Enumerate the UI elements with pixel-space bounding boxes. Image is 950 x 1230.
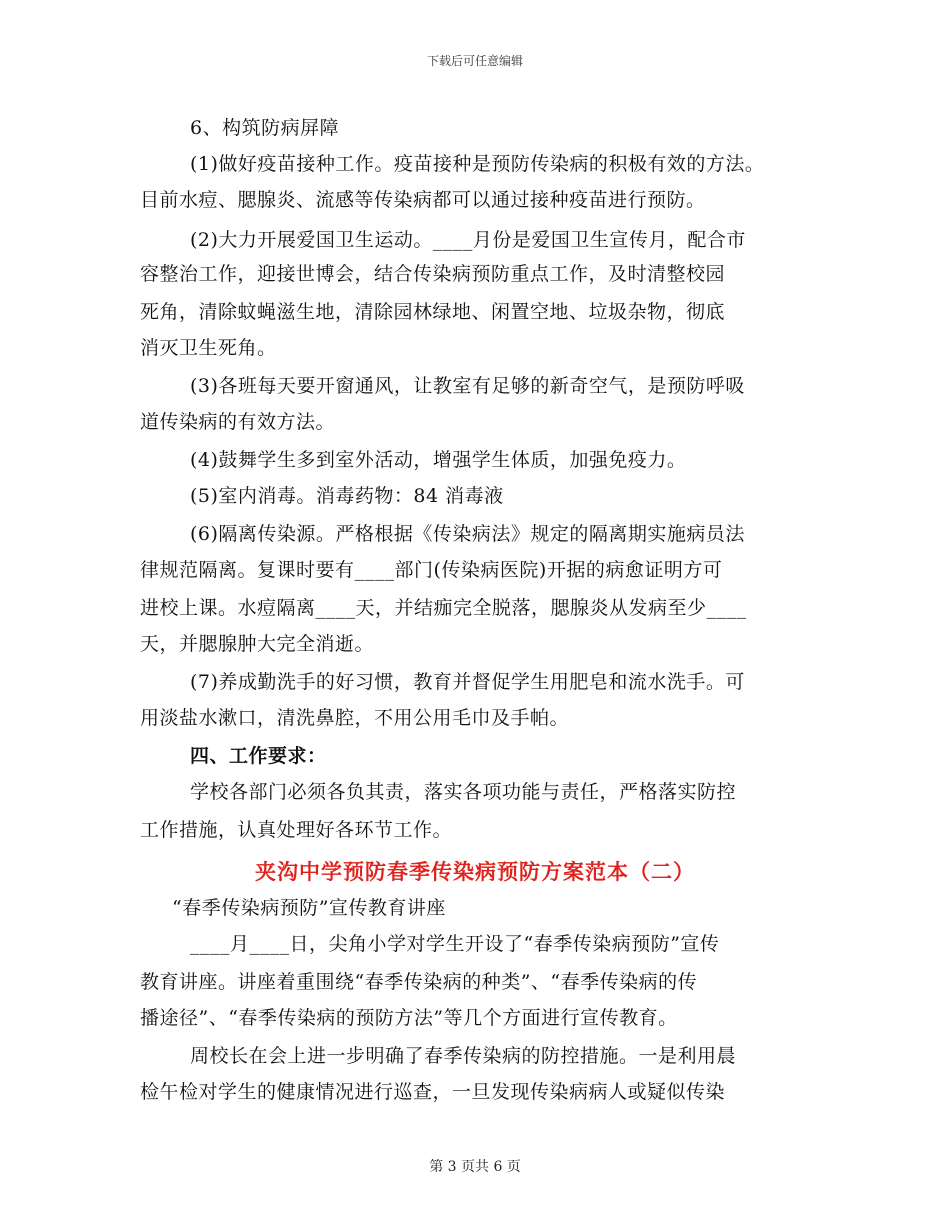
- section-heading: 四、工作要求：: [190, 745, 327, 767]
- paragraph-line: 进校上课。水痘隔离____天，并结痂完全脱落，腮腺炎从发病至少____: [140, 597, 747, 619]
- paragraph-line: 播途径”、“春季传染病的预防方法”等几个方面进行宣传教育。: [140, 1007, 678, 1029]
- paragraph-line: (3)各班每天要开窗通风，让教室有足够的新奇空气，是预防呼吸: [190, 375, 745, 397]
- paragraph-line: 道传染病的有效方法。: [140, 411, 336, 433]
- paragraph-line: (6)隔离传染源。严格根据《传染病法》规定的隔离期实施病员法: [190, 523, 745, 545]
- paragraph-line: 用淡盐水漱口，清洗鼻腔，不用公用毛巾及手帕。: [140, 707, 570, 729]
- section-title: 夹沟中学预防春季传染病预防方案范本（二）: [255, 859, 695, 884]
- paragraph-line: 死角，清除蚊蝇滋生地，清除园林绿地、闲置空地、垃圾杂物，彻底: [140, 301, 726, 323]
- page-header: 下载后可任意编辑: [426, 54, 523, 68]
- paragraph-line: 工作措施，认真处理好各环节工作。: [140, 819, 453, 841]
- paragraph-line: (7)养成勤洗手的好习惯，教育并督促学生用肥皂和流水洗手。可: [190, 671, 745, 693]
- paragraph-line: 检午检对学生的健康情况进行巡查，一旦发现传染病病人或疑似传染: [140, 1081, 726, 1103]
- paragraph-line: 天，并腮腺肿大完全消逝。: [140, 633, 375, 655]
- paragraph-line: (5)室内消毒。消毒药物：84 消毒液: [190, 485, 504, 507]
- paragraph-line: 教育讲座。讲座着重围绕“春季传染病的种类”、“春季传染病的传: [140, 971, 698, 993]
- paragraph-line: 消灭卫生死角。: [140, 337, 277, 359]
- paragraph-line: “春季传染病预防”宣传教育讲座: [172, 897, 446, 919]
- paragraph-line: 律规范隔离。复课时要有____部门(传染病医院)开据的病愈证明方可: [140, 559, 723, 581]
- paragraph-line: (1)做好疫苗接种工作。疫苗接种是预防传染病的积极有效的方法。: [190, 153, 765, 175]
- paragraph-line: (4)鼓舞学生多到室外活动，增强学生体质，加强免疫力。: [190, 449, 687, 471]
- heading-6: 6、构筑防病屏障: [190, 117, 340, 139]
- page-footer: 第 3 页共 6 页: [429, 1159, 521, 1175]
- paragraph-line: 学校各部门必须各负其责，落实各项功能与责任，严格落实防控: [190, 781, 737, 803]
- paragraph-line: 容整治工作，迎接世博会，结合传染病预防重点工作，及时清整校园: [140, 263, 726, 285]
- paragraph-line: 周校长在会上进一步明确了春季传染病的防控措施。一是利用晨: [190, 1045, 737, 1067]
- paragraph-line: (2)大力开展爱国卫生运动。____月份是爱国卫生宣传月，配合市: [190, 229, 746, 251]
- paragraph-line: 目前水痘、腮腺炎、流感等传染病都可以通过接种疫苗进行预防。: [140, 189, 706, 211]
- paragraph-line: ____月____日，尖角小学对学生开设了“春季传染病预防”宣传: [190, 933, 720, 955]
